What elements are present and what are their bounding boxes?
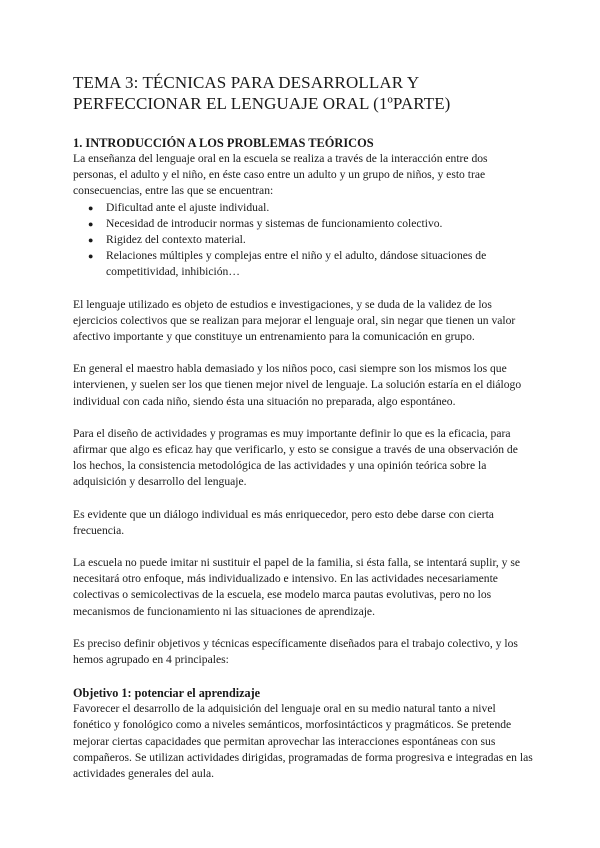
list-item bbox=[73, 216, 533, 232]
bullet-icon: ● bbox=[88, 218, 94, 229]
bullet-icon: ● bbox=[88, 202, 94, 213]
intro-paragraph: La enseñanza del lenguaje oral en la escuela se realiza a través de la interacción entre dos personas, el adulto y el niño, en éste caso entre un adulto y un grupo de niños, y esto trae consecuencias, entre las que se encuentran: bbox=[73, 152, 488, 198]
list-item bbox=[73, 232, 533, 248]
list-item bbox=[73, 248, 533, 280]
list-item bbox=[73, 200, 533, 216]
list-item-text: Relaciones múltiples y complejas entre el niño y el adulto, dándose situaciones de competitividad, inhibición… bbox=[106, 249, 487, 279]
section-heading: 1. INTRODUCCIÓN A LOS PROBLEMAS TEÓRICOS bbox=[73, 136, 374, 150]
document-title: TEMA 3: TÉCNICAS PARA DESARROLLAR Y PERFECCIONAR EL LENGUAJE ORAL (1ºPARTE) bbox=[73, 73, 451, 113]
list-item-text: Necesidad de introducir normas y sistemas de funcionamiento colectivo. bbox=[106, 216, 443, 230]
body-paragraph: Es preciso definir objetivos y técnicas específicamente diseñados para el trabajo colectivo, y los hemos agrupado en 4 principales: bbox=[73, 636, 518, 667]
bullet-icon: ● bbox=[88, 235, 94, 246]
body-paragraph: Es evidente que un diálogo individual es más enriquecedor, pero esto debe darse con cierta frecuencia. bbox=[73, 507, 494, 537]
consequences-list bbox=[73, 200, 533, 281]
body-paragraph: En general el maestro habla demasiado y los niños poco, casi siempre son los mismos los que intervienen, y suelen ser los que tienen mejor nivel de lenguaje. La solución estaría en el diálogo individual con cada niño, siendo ésta una situación no preparada, algo espontáneo. bbox=[73, 362, 522, 408]
document-page bbox=[73, 72, 533, 782]
body-paragraph: El lenguaje utilizado es objeto de estudios e investigaciones, y se duda de la validez de los ejercicios colectivos que se realizan para mejorar el lenguaje oral, sin negar que tienen un valor afectivo importante y que constituye un entrenamiento para la comunicación en grupo. bbox=[73, 297, 516, 344]
body-paragraph: Para el diseño de actividades y programas es muy importante definir lo que es la eficacia, para afirmar que algo es eficaz hay que verificarlo, y esto se consigue a través de una observación de los hechos, la consistencia metodológica de las actividades y una opinión teórica sobre la adquisición y desarrollo del lenguaje. bbox=[73, 426, 518, 489]
objective-heading: Objetivo 1: potenciar el aprendizaje bbox=[73, 686, 261, 701]
list-item-text: Dificultad ante el ajuste individual. bbox=[106, 200, 270, 214]
list-item-text: Rigidez del contexto material. bbox=[106, 233, 246, 247]
bullet-icon: ● bbox=[88, 251, 94, 262]
objective-paragraph: Favorecer el desarrollo de la adquisición del lenguaje oral en su medio natural tanto a nivel fonético y fonológico como a niveles semánticos, morfosintácticos y pragmáticos. Se pretende mejorar ciertas capacidades que permitan aprovechar las interacciones espontáneas con sus compañeros. Se utilizan actividades dirigidas, programadas de forma progresiva e integradas en las actividades generales del aula. bbox=[73, 702, 533, 781]
body-paragraph: La escuela no puede imitar ni sustituir el papel de la familia, si ésta falla, se intentará suplir, y se necesitará otro enfoque, más individualizado e intensivo. En las actividades necesariamente colectivas o semicolectivas de la escuela, ese modelo marca pautas evolutivas, pero no los mecanismos de funcionamiento ni las situaciones de aprendizaje. bbox=[73, 556, 521, 618]
